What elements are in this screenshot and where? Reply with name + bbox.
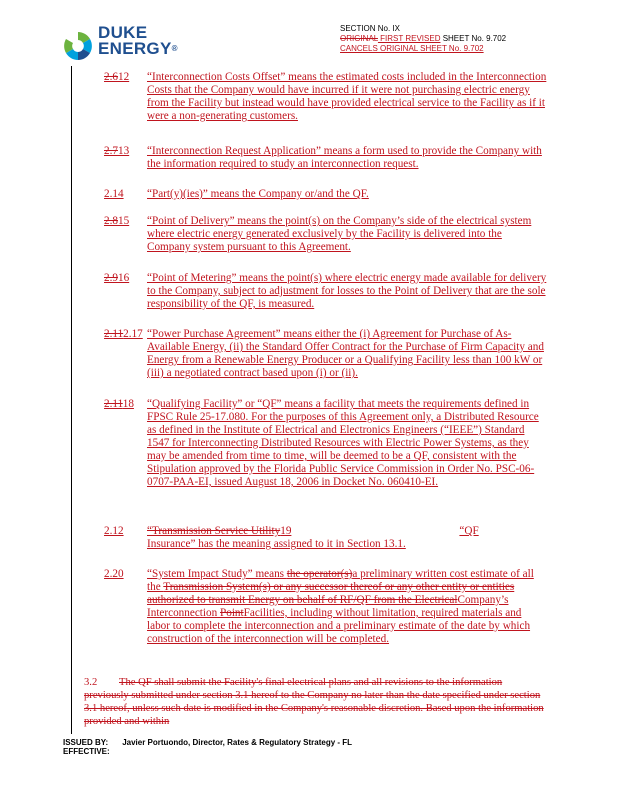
def-number-12: 2.612 (104, 71, 130, 83)
def-text-13: “Interconnection Request Application” means a form used to provide the Company with the information required to study an interconnection request. (147, 145, 542, 170)
issued-by-label: ISSUED BY: (63, 738, 109, 747)
section-number: SECTION No. IX (340, 24, 401, 33)
registered-mark: ® (171, 44, 178, 53)
def-number-14: 2.14 (104, 188, 124, 200)
effective-label: EFFECTIVE: (63, 747, 110, 756)
sheet-suffix: SHEET No. 9.702 (440, 34, 507, 43)
def-number-20: 2.20 (104, 568, 124, 580)
brand-line-2: ENERGY (98, 39, 172, 58)
sheet-new: FIRST REVISED (377, 34, 441, 43)
def-text-15: “Point of Delivery” means the point(s) on the Company’s side of the electrical system where electric energy generated exclusively by the Facility is delivered into the Company system pursuant to this Agreement. (147, 215, 532, 253)
def-text-19: “Transmission Service Utility19 “QF Insurance” has the meaning assigned to it in Section 13.1. (147, 525, 479, 550)
def-text-16: “Point of Metering” means the point(s) where electric energy made available for delivery to the Company, subject to adjustment for losses to the Point of Delivery that are the sole responsibility of the QF, is measured. (147, 272, 547, 310)
sheet-line (340, 34, 506, 44)
def-text-14: “Part(y)(ies)” means the Company or/and the QF. (147, 188, 369, 200)
def-number-19: 2.12 (104, 525, 124, 537)
def-number-16: 2.916 (104, 272, 130, 284)
def-text-12: “Interconnection Costs Offset” means the estimated costs included in the Interconnection Costs that the Company would have incurred if it were not purchasing electric energy from the Facility but instead would have provided electrical service to the Facility as if it were a non-generating customers. (147, 71, 547, 122)
cancels-line: CANCELS ORIGINAL SHEET No. 9.702 (340, 44, 484, 53)
def-number-17: 2.112.17 (104, 328, 143, 340)
brand-wordmark (98, 25, 178, 57)
revision-bar (71, 66, 72, 734)
issued-by-name: Javier Portuondo, Director, Rates & Regulatory Strategy - FL (122, 738, 353, 747)
def-number-13: 2.713 (104, 145, 130, 157)
def-text-17: “Power Purchase Agreement” means either the (i) Agreement for Purchase of As-Available Energy, (ii) the Standard Offer Contract for the Purchase of Firm Capacity and Energy from a Renewable Energy Producer or a Qualifying Facility less than 100 kW or (iii) a negotiated contract based upon (i) or (ii). (147, 328, 544, 379)
sheet-struck: ORIGINAL (340, 34, 378, 43)
footer (63, 738, 352, 756)
def-text-20: “System Impact Study” means the operator(s)a preliminary written cost estimate of all the Transmission System(s) or any successor thereof or any other entity or entities authorized to transmit Energy on behalf of RF/QF from the ElectricalCompany’s Interconnection PointFacilities, including without limitation, required materials and labor to complete the interconnection and a preliminary estimate of the date by which construction of the interconnection will be completed. (147, 568, 534, 645)
brand-line-1: DUKE (98, 23, 148, 42)
sheet-header (340, 24, 506, 54)
def-text-18: “Qualifying Facility” or “QF” means a facility that meets the requirements defined in FPSC Rule 25-17.080. For the purposes of this Agreement only, a Distributed Resource as defined in the Institute of Electrical and Electronics Engineers (“IEEE”) Standard 1547 for Interconnecting Distributed Resources with Electric Power Systems, as they may be amended from time to time, will be deemed to be a QF, consistent with the Stipulation approved by the Florida Public Service Commission in Order No. PSC-06-0707-PAA-EI, issued August 18, 2006 in Docket No. 060410-EI. (147, 398, 539, 488)
def-number-18: 2.1118 (104, 398, 134, 410)
section-3-2: 3.2 The QF shall submit the Facility's final electrical plans and all revisions to the information previously submitted under section 3.1 hereof to the Company no later than the date specified under section 3.1 hereof, unless such date is modified in the Company's reasonable discretion. Based upon the information provided and within (84, 677, 544, 727)
def-number-15: 2.815 (104, 215, 130, 227)
